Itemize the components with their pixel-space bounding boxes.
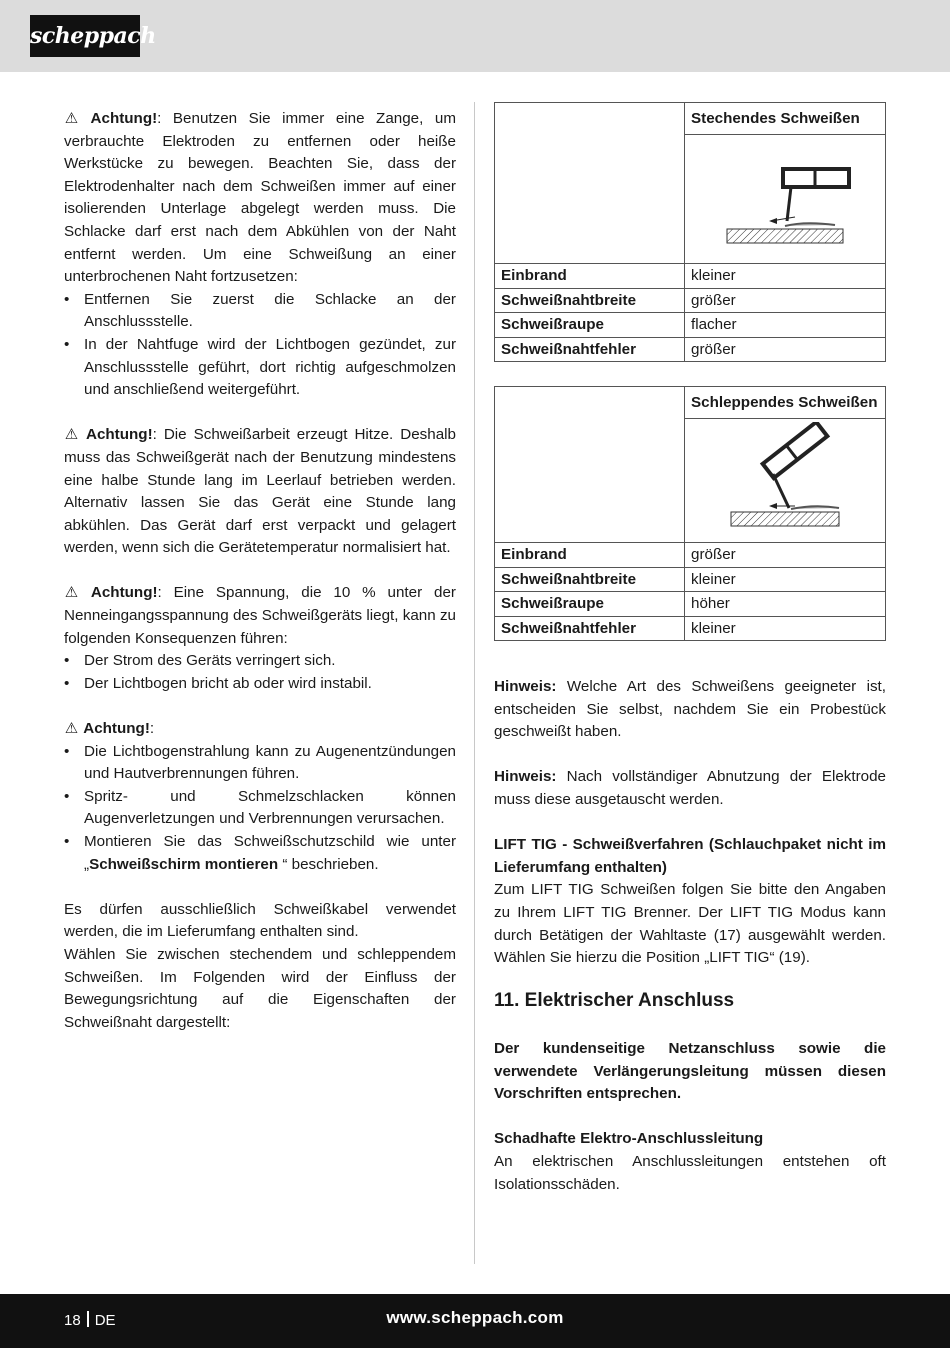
list-item: • Der Lichtbogen bricht ab oder wird instabil. <box>64 673 456 696</box>
list-item: • Der Strom des Geräts verringert sich. <box>64 650 456 673</box>
list-item: • In der Nahtfuge wird der Lichtbogen gezündet, zur Anschlussstelle geführt, dort richtig aufgeschmolzen und anschließend weitergeführt. <box>64 334 456 402</box>
warning-icon: ⚠ <box>64 110 79 127</box>
table-row: Schweißraupe höher <box>495 592 886 617</box>
table-row: Schweißnahtbreite größer <box>495 288 886 313</box>
table-header: Stechendes Schweißen <box>685 103 886 135</box>
subsection-title: Schadhafte Elektro-Anschlussleitung <box>494 1130 764 1148</box>
warning-paragraph-4 <box>64 718 456 741</box>
warning-text: : Benutzen Sie immer eine Zange, um verbrauchte Elektroden zu entfernen oder heiße Werkstücke zu bewegen. Beachten Sie, dass der Elektrodenhalter nach dem Schweißen immer auf einer isolierenden Unterlage abgelegt werden muss. Die Schlacke darf erst nach dem Abkühlen von der Naht entfernt werden. Um eine Schweißung an einer unterbrochenen Naht fortzusetzen: <box>64 110 456 286</box>
page-number: 18 DE <box>64 1312 116 1329</box>
warning-paragraph-3 <box>64 582 456 650</box>
right-column-text <box>494 676 886 970</box>
table-row: Schweißnahtfehler größer <box>495 337 886 362</box>
welding-table-pushing <box>494 102 886 362</box>
welding-table-dragging <box>494 386 886 641</box>
lift-tig-text: Zum LIFT TIG Schweißen folgen Sie bitte den Angaben zu Ihrem LIFT TIG Brenner. Der LIFT TIG Modus kann durch Betätigen der Wahltaste (17) ausgewählt werden. Wählen Sie hierzu die Position „LIFT TIG“ (19). <box>494 881 886 967</box>
note-label: Hinweis: <box>494 768 557 786</box>
lift-tig-title: LIFT TIG - Schweißverfahren (Schlauchpaket nicht im Lieferumfang enthalten) <box>494 836 886 876</box>
table-row: Einbrand kleiner <box>495 264 886 289</box>
warning-label: Achtung! <box>90 110 158 127</box>
pushing-weld-diagram <box>685 135 886 264</box>
note-label: Hinweis: <box>494 678 557 695</box>
page-footer <box>0 1294 950 1348</box>
warning-paragraph-1 <box>64 108 456 289</box>
warning-paragraph-2 <box>64 424 456 560</box>
website-url: www.scheppach.com <box>386 1308 564 1327</box>
bullet-list-4 <box>64 741 456 877</box>
warning-label: Achtung! <box>90 584 158 602</box>
note-paragraph-1: Hinweis: Welche Art des Schweißens geeigneter ist, entscheiden Sie selbst, nachdem Sie ein Probestück geschweißt haben. <box>494 678 886 741</box>
warning-text: : <box>149 720 155 738</box>
table-blank-cell <box>495 387 685 543</box>
list-item: • Montieren Sie das Schweißschutzschild wie unter „Schweißschirm montieren “ beschrieben. <box>64 831 456 876</box>
reference-title: Schweißschirm montieren <box>89 855 279 873</box>
left-column <box>64 108 456 1034</box>
note-paragraph-2: Hinweis: Nach vollständiger Abnutzung der Elektrode muss diese ausgetauscht werden. <box>494 768 886 808</box>
section-intro: Der kundenseitige Netzanschluss sowie die verwendete Verlängerungsleitung müssen diesen Vorschriften entsprechen. <box>494 1040 886 1103</box>
section-title: 11. Elektrischer Anschluss <box>494 990 735 1011</box>
section-body <box>494 1038 886 1196</box>
table-row: Schweißnahtfehler kleiner <box>495 616 886 641</box>
table-row: Schweißraupe flacher <box>495 313 886 338</box>
cable-paragraph: Es dürfen ausschließlich Schweißkabel verwendet werden, die im Lieferumfang enthalten sind. <box>64 900 456 941</box>
column-divider <box>474 102 475 1264</box>
bullet-list-1 <box>64 289 456 402</box>
table-blank-cell <box>495 103 685 264</box>
table-row: Einbrand größer <box>495 543 886 568</box>
warning-icon: ⚠ <box>64 720 79 738</box>
scheppach-logo: scheppach <box>30 15 140 57</box>
warning-text: : Die Schweißarbeit erzeugt Hitze. Deshalb muss das Schweißgerät nach der Benutzung mindestens eine halbe Stunde lang im Leerlauf betrieben werden. Alternativ lassen Sie das Gerät eine Stunde lang abkühlen. Das Gerät darf erst verpackt und gelagert werden, wenn sich die Gerätetemperatur normalisiert hat. <box>64 426 456 557</box>
dragging-weld-diagram <box>685 419 886 543</box>
page-header <box>0 0 950 72</box>
warning-label: Achtung! <box>83 720 150 738</box>
warning-icon: ⚠ <box>64 584 79 602</box>
list-item: • Entfernen Sie zuerst die Schlacke an der Anschlussstelle. <box>64 289 456 334</box>
warning-icon: ⚠ <box>64 426 79 444</box>
bullet-list-3 <box>64 650 456 695</box>
warning-label: Achtung! <box>85 426 153 444</box>
warning-text: : Eine Spannung, die 10 % unter der Nenneingangsspannung des Schweißgeräts liegt, kann zu folgenden Konsequenzen führen: <box>64 584 456 647</box>
list-item: • Die Lichtbogenstrahlung kann zu Augenentzündungen und Hautverbrennungen führen. <box>64 741 456 786</box>
list-item: • Spritz- und Schmelzschlacken können Augenverletzungen und Verbrennungen verursachen. <box>64 786 456 831</box>
subsection-text: An elektrischen Anschlussleitungen entstehen oft Isolationsschäden. <box>494 1152 886 1193</box>
table-row: Schweißnahtbreite kleiner <box>495 567 886 592</box>
direction-paragraph: Wählen Sie zwischen stechendem und schleppendem Schweißen. Im Folgenden wird der Einfluss der Bewegungsrichtung auf die Eigenschaften der Schweißnaht dargestellt: <box>64 945 456 1031</box>
table-header: Schleppendes Schweißen <box>685 387 886 419</box>
language-code: DE <box>94 1312 116 1329</box>
